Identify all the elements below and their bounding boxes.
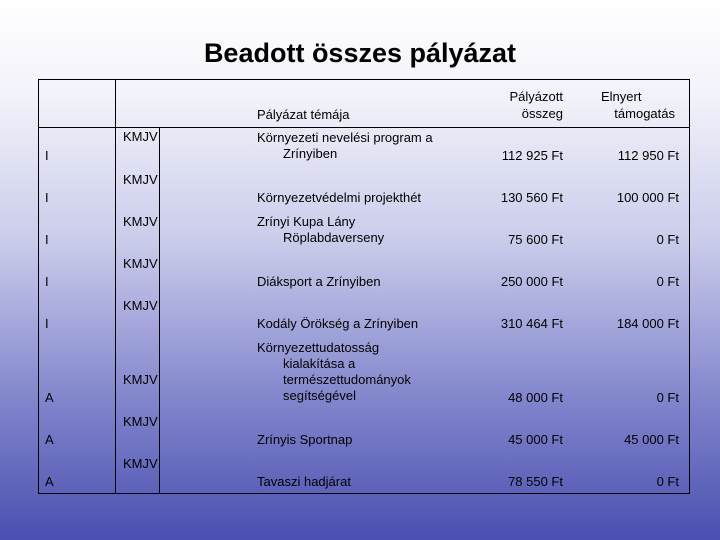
row-theme-line: Tavaszi hadjárat [257,474,351,489]
row-won: 100 000 Ft [616,190,679,205]
row-won: 45 000 Ft [624,432,679,447]
header-applied-line1: Pályázott [509,89,563,104]
row-won: 184 000 Ft [616,316,679,331]
row-theme [257,474,351,490]
column-divider [115,79,116,494]
row-won: 0 Ft [656,474,679,489]
applications-table [38,79,690,494]
row-theme [257,190,421,206]
row-theme-line: segítségével [283,388,356,403]
header-applied-amount [493,88,563,122]
row-theme [257,214,384,246]
row-won: 112 950 Ft [617,148,679,163]
row-type: I [45,148,49,163]
row-theme [257,432,352,448]
row-theme-line: Diáksport a Zrínyiben [257,274,381,289]
table-bottom-rule [39,493,689,494]
header-won-support [601,88,675,122]
row-type: I [45,316,49,331]
row-won: 0 Ft [656,274,679,289]
header-bottom-rule [39,127,689,128]
column-divider [159,127,160,494]
header-won-line2: támogatás [614,106,675,121]
row-theme-line: Zrínyis Sportnap [257,432,353,447]
table-top-rule [39,79,689,80]
row-applied: 310 464 Ft [500,316,563,331]
row-org: KMJV [123,298,158,313]
row-theme-line: Környezetvédelmi projekthét [257,190,422,205]
row-org: KMJV [123,256,158,271]
row-type: I [45,232,49,247]
row-theme [257,274,381,290]
header-won-line1: Elnyert [601,89,642,104]
row-type: I [45,190,49,205]
row-theme [257,316,418,332]
row-theme-line: Röplabdaverseny [283,230,385,245]
row-type: A [45,390,54,405]
row-applied: 48 000 Ft [508,390,563,405]
row-applied: 130 560 Ft [500,190,563,205]
row-type: A [45,474,54,489]
row-org: KMJV [123,414,158,429]
row-applied: 78 550 Ft [508,474,563,489]
row-type: A [45,432,54,447]
row-theme-line: Zrínyiben [283,146,338,161]
row-theme-line: Környezeti nevelési program a [257,130,433,145]
row-theme-line: Környezettudatosság [257,340,380,355]
row-theme [257,130,433,162]
row-theme [257,340,411,404]
row-applied: 112 925 Ft [501,148,563,163]
row-theme-line: kialakítása a [283,356,356,371]
row-applied: 45 000 Ft [508,432,563,447]
row-org: KMJV [123,214,158,229]
slide-title: Beadott összes pályázat [203,38,517,68]
header-theme: Pályázat témája [257,107,350,122]
row-applied: 250 000 Ft [500,274,563,289]
row-type: I [45,274,49,289]
row-org: KMJV [123,456,158,471]
row-org: KMJV [123,172,158,187]
row-theme-line: Zrínyi Kupa Lány [257,214,356,229]
row-won: 0 Ft [656,232,679,247]
row-org: KMJV [123,372,158,387]
row-applied: 75 600 Ft [508,232,563,247]
header-applied-line2: összeg [521,106,563,121]
row-theme-line: természettudományok [283,372,411,387]
row-theme-line: Kodály Örökség a Zrínyiben [257,316,419,331]
row-won: 0 Ft [656,390,679,405]
row-org: KMJV [123,129,158,144]
